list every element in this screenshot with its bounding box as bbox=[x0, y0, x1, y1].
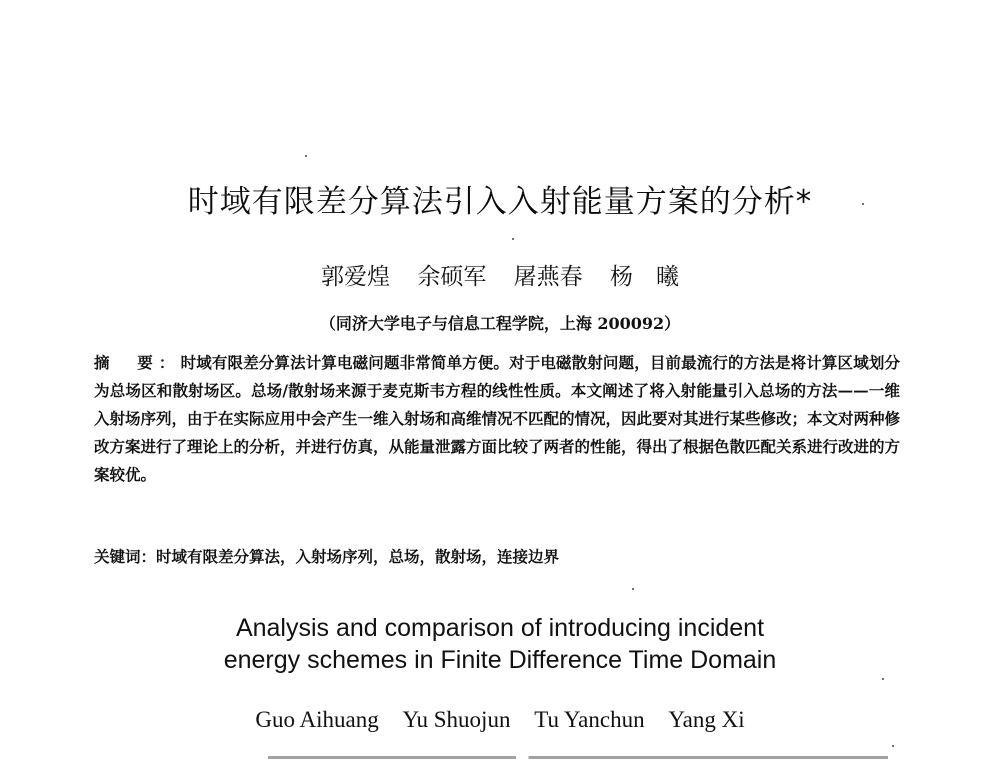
scan-speck bbox=[882, 678, 884, 680]
scan-speck bbox=[632, 588, 634, 590]
scan-speck bbox=[892, 745, 894, 747]
chinese-affiliation: （同济大学电子与信息工程学院，上海 200092） bbox=[319, 314, 681, 333]
keywords-label: 关键词： bbox=[94, 547, 157, 566]
chinese-title: 时域有限差分算法引入入射能量方案的分析* bbox=[187, 184, 813, 220]
scan-speck bbox=[862, 203, 864, 205]
english-title-line-2: energy schemes in Finite Difference Time Domain bbox=[223, 646, 777, 674]
chinese-keywords bbox=[94, 543, 900, 571]
keywords-text: 时域有限差分算法，入射场序列，总场，散射场，连接边界 bbox=[156, 547, 560, 566]
author-en-1: Guo Aihuang bbox=[255, 707, 379, 732]
english-title bbox=[0, 612, 1000, 676]
author-en-3: Tu Yanchun bbox=[534, 707, 645, 732]
author-en-4: Yang Xi bbox=[668, 707, 745, 732]
chinese-authors bbox=[0, 258, 1000, 291]
abstract-label: 摘 要： bbox=[94, 353, 181, 372]
abstract-text: 时域有限差分算法计算电磁问题非常简单方便。对于电磁散射问题，目前最流行的方法是将计算区域划分为总场区和散射场区。总场/散射场来源于麦克斯韦方程的线性性质。本文阐述了将入射能量引入总场的方法——一维入射场序列，由于在实际应用中会产生一维入射场和高维情况不匹配的情况，因此要对其进行某些修改；本文对两种修改方案进行了理论上的分析，并进行仿真，从能量泄露方面比较了两者的性能，得出了根据色散匹配关系进行改进的方案较优。 bbox=[94, 353, 901, 484]
author-en-2: Yu Shuojun bbox=[402, 707, 511, 732]
english-affiliation-cutoff bbox=[268, 752, 888, 760]
english-title-line-1: Analysis and comparison of introducing incident bbox=[235, 614, 765, 642]
author-cn-2: 余硕军 bbox=[417, 264, 487, 290]
author-cn-4: 杨 曦 bbox=[609, 264, 679, 290]
author-cn-3: 屠燕春 bbox=[513, 264, 583, 290]
scan-speck bbox=[512, 238, 514, 240]
scan-speck bbox=[305, 155, 307, 157]
chinese-abstract bbox=[94, 349, 900, 489]
author-cn-1: 郭爱煌 bbox=[321, 264, 391, 290]
english-authors bbox=[0, 707, 1000, 733]
